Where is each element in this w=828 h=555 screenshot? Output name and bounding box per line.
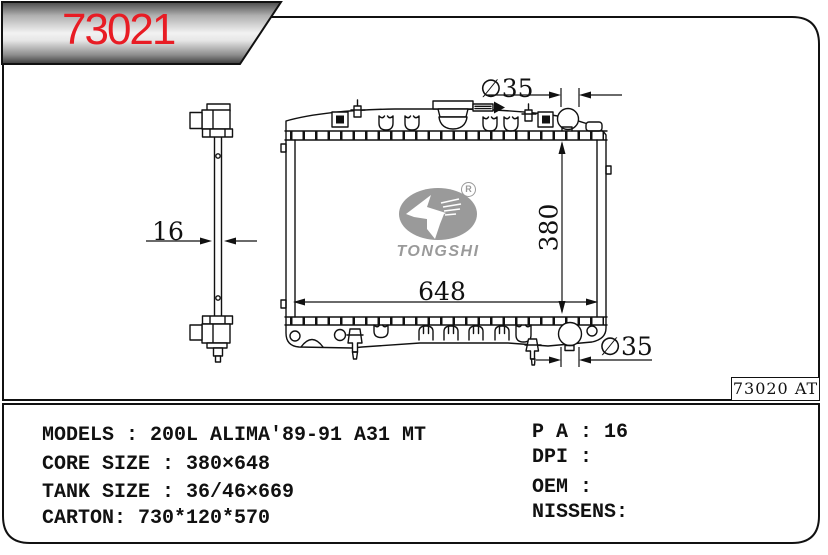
spec-dpi: DPI : — [532, 446, 593, 469]
side-bottom-tank — [190, 316, 233, 362]
outlet-pipe-notch — [565, 346, 574, 351]
dim-thickness-label: 16 — [152, 217, 184, 246]
bottom-clips — [374, 325, 531, 342]
dim-top-pipe-label: ∅35 — [480, 74, 534, 103]
top-left-bracket — [332, 100, 365, 127]
side-top-tank — [190, 104, 233, 137]
spec-carton: CARTON: 730*120*570 — [42, 507, 271, 530]
spec-nissens: NISSENS: — [532, 501, 629, 524]
radiator-side-view — [190, 104, 233, 362]
spec-core-size: CORE SIZE : 380×648 — [42, 453, 271, 476]
dim-width-label: 648 — [418, 277, 466, 306]
brand-name: TONGSHI — [396, 243, 480, 260]
registered-trademark-icon: R — [461, 182, 476, 197]
ref-code-label: 73020 AT — [731, 377, 820, 401]
mount-hole-left — [290, 331, 300, 341]
drain-plug-right — [525, 339, 541, 365]
dim-height-label: 380 — [534, 203, 564, 252]
mount-hole-left2 — [335, 330, 346, 341]
top-right-tab — [586, 122, 602, 131]
bottom-header-band — [285, 317, 607, 325]
bottom-tank-scallop — [301, 340, 323, 348]
top-header-band — [285, 131, 607, 140]
overflow-pipe — [473, 104, 493, 111]
drain-plug-left — [347, 329, 363, 359]
spec-models: MODELS : 200L ALIMA'89-91 A31 MT — [42, 424, 427, 447]
dim-bottom-pipe-label: ∅35 — [599, 332, 653, 361]
outlet-pipe — [559, 323, 582, 346]
spec-tank-size: TANK SIZE : 36/46×669 — [42, 481, 295, 504]
top-right-bracket — [522, 104, 553, 127]
side-core-strip — [215, 137, 222, 316]
filler-cap — [433, 101, 505, 129]
mount-hole-right — [587, 326, 597, 336]
part-number: 73021 — [62, 5, 175, 54]
spec-oem: OEM : — [532, 476, 593, 499]
spec-pa: P A : 16 — [532, 421, 629, 444]
